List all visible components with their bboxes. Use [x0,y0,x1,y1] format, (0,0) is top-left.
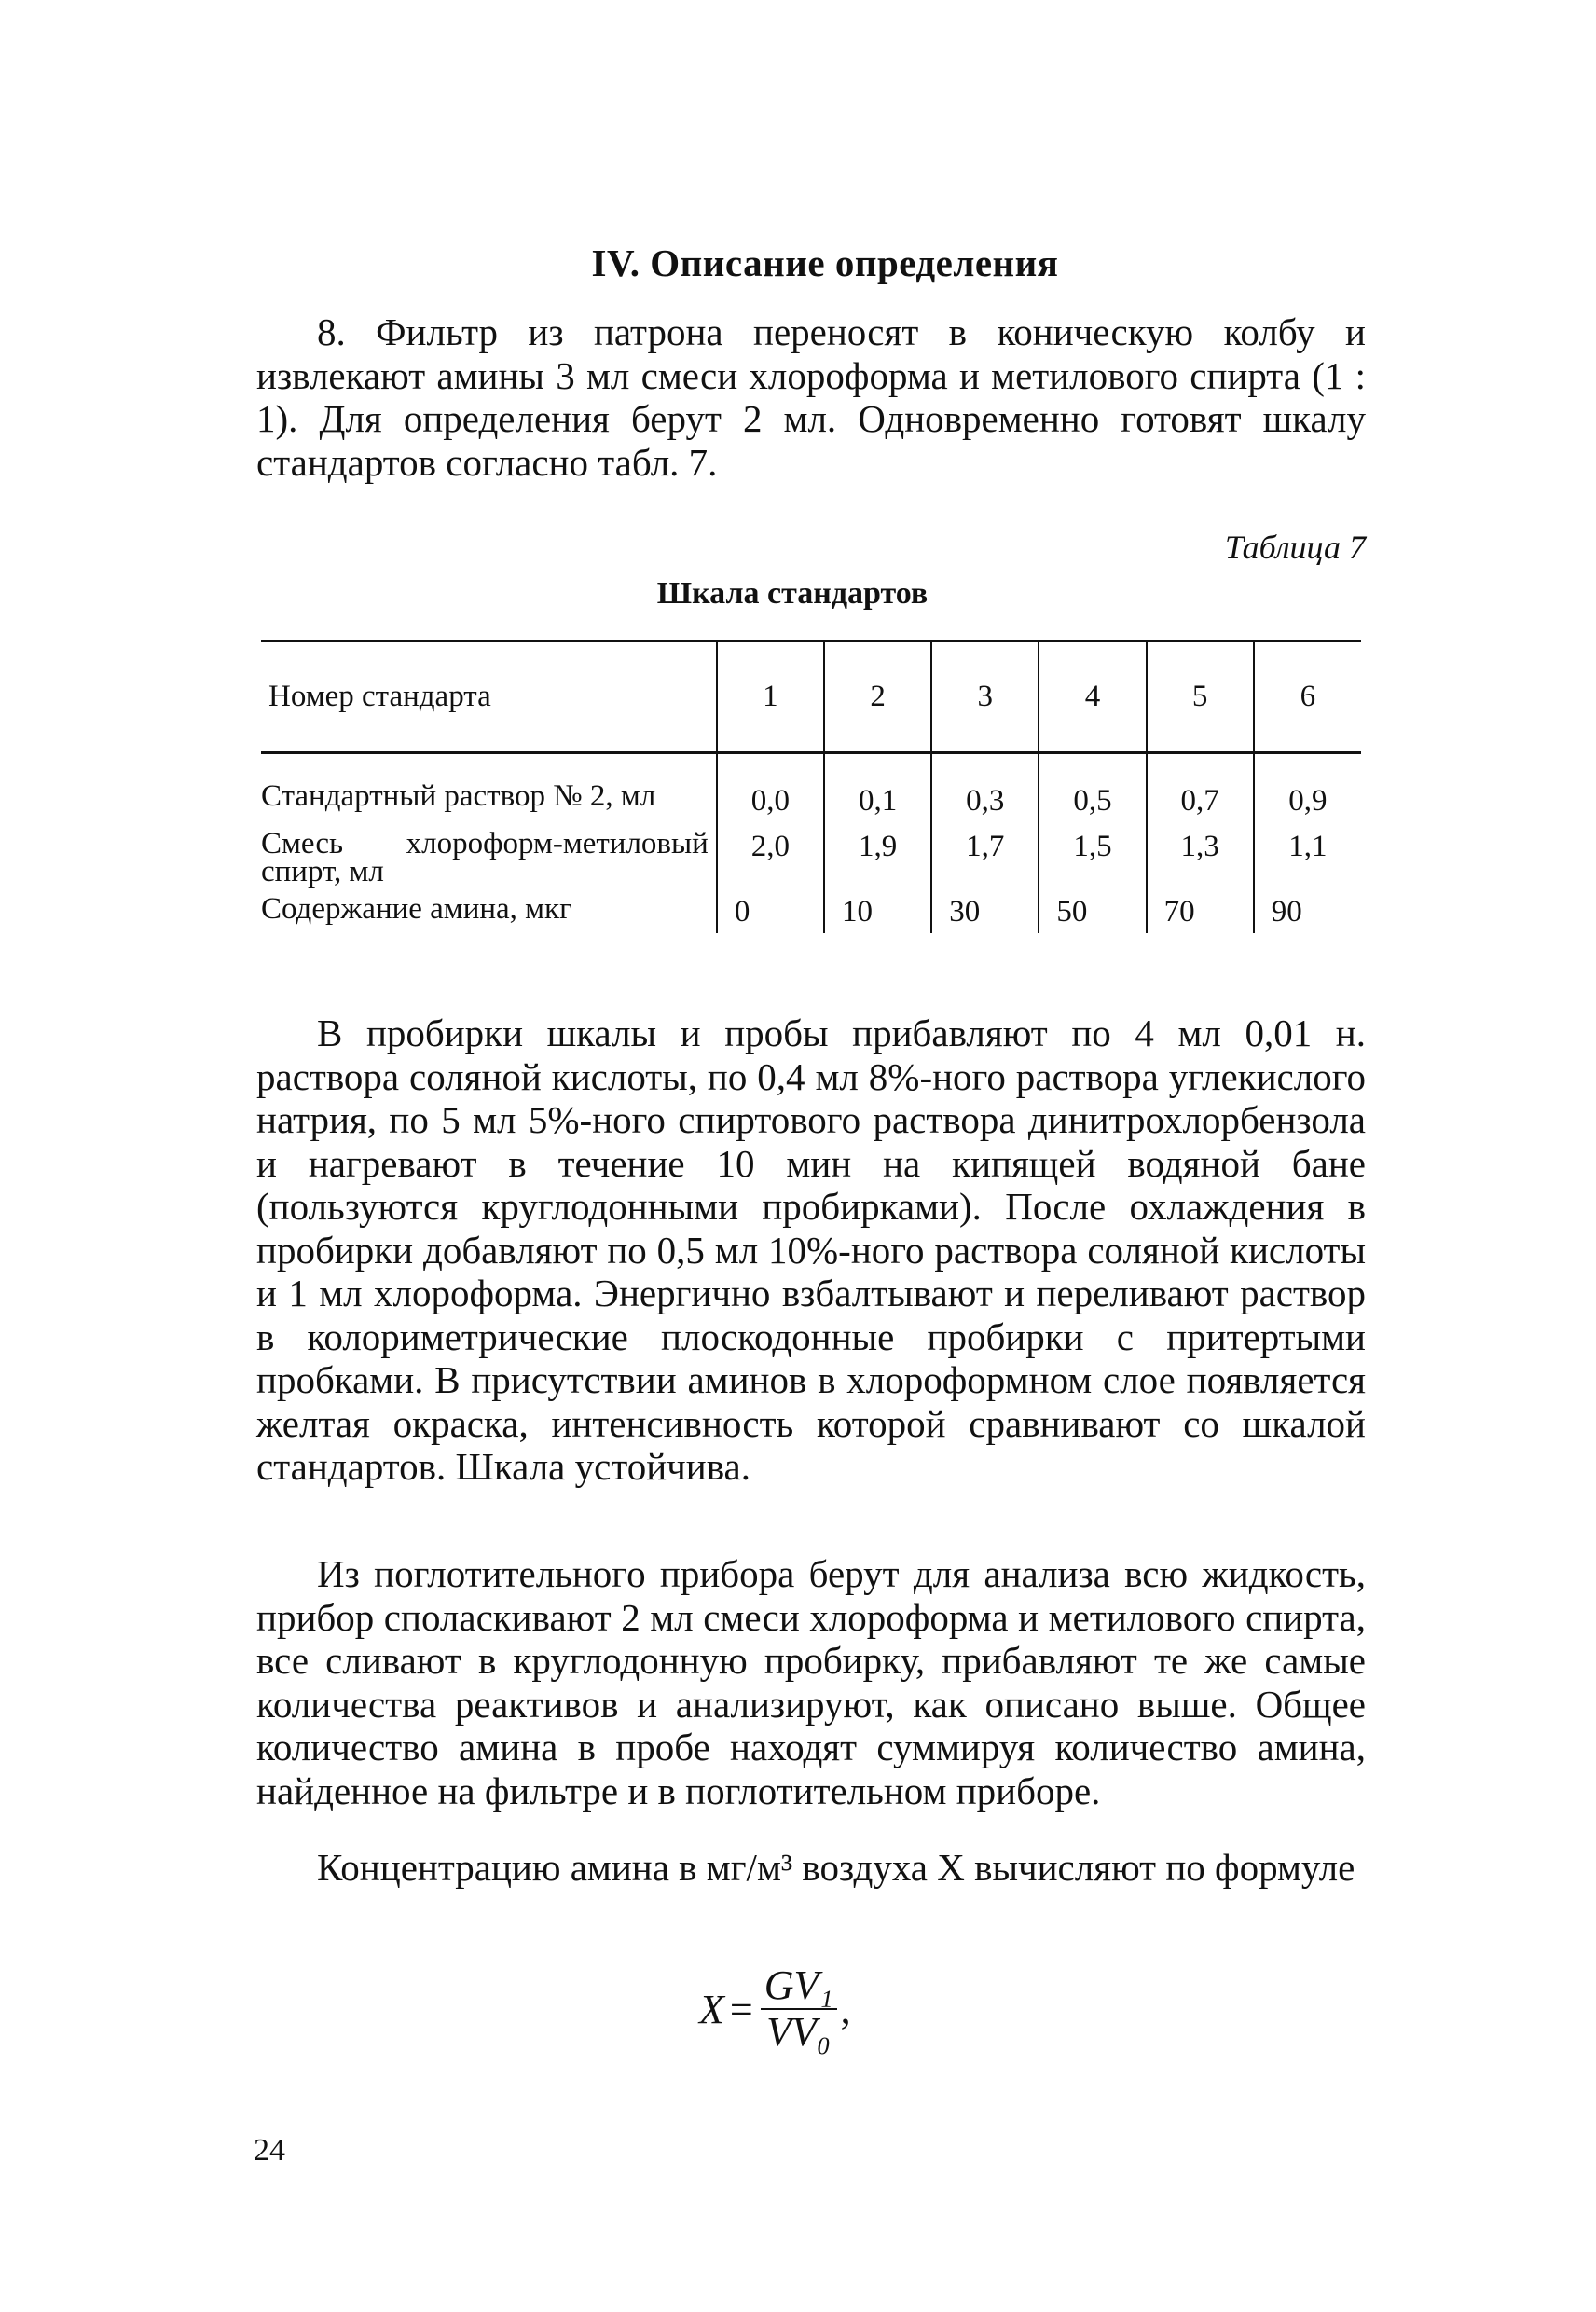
table-cell: 1,1 [1254,819,1361,886]
table-row [261,819,1361,886]
table-title: Шкала стандартов [656,576,929,611]
table-cell: 1,3 [1147,819,1254,886]
table-cell: 0,7 [1147,753,1254,819]
table-cell: 0,9 [1254,753,1361,819]
table-cell: 1,7 [931,819,1039,886]
header-cell-3: 3 [931,641,1039,753]
paragraph-absorber-analysis: Из поглотительного прибора берут для анализа всю жидкость, прибор споласкивают 2 мл смеси хлороформа и метилового спирта, все сливают в круглодонную пробирку, прибавляют те же самые количества реактивов и анализируют, как описано выше. Общее количество амина в пробе находят суммируя количество амина, найденное на фильтре и в поглотительном приборе. [256,1552,1366,1812]
section-heading: IV. Описание определения [591,241,1059,284]
header-cell-5: 5 [1147,641,1254,753]
table-cell: 10 [824,886,931,933]
header-cell-4: 4 [1039,641,1146,753]
formula-equals: = [729,1986,753,2032]
table-cell: 2,0 [717,819,824,886]
paragraph-concentration: Концентрацию амина в мг/м³ воздуха X вычисляют по формуле [317,1846,1355,1889]
header-cell-1: 1 [717,641,824,753]
table-cell: 0,5 [1039,753,1146,819]
table-cell: 0 [717,886,824,933]
formula-fraction [761,1962,837,2055]
table-label: Таблица 7 [1224,529,1366,566]
formula-numerator: GV₁ [761,1965,837,2010]
table-cell: 0,1 [824,753,931,819]
header-cell-6: 6 [1254,641,1361,753]
row-label: Содержание амина, мкг [261,892,572,926]
concentration-formula [699,1962,851,2055]
table-cell: 90 [1254,886,1361,933]
table-row [261,753,1361,819]
table-header-row [261,641,1361,753]
formula-comma: , [840,1986,851,2032]
formula-denominator: VV₀ [766,2009,832,2055]
table-cell: 0,0 [717,753,824,819]
paragraph-filter-extraction: 8. Фильтр из патрона переносят в коническую колбу и извлекают амины 3 мл смеси хлороформа и метилового спирта (1 : 1). Для определения берут 2 мл. Одновременно готовят шкалу стандартов согласно табл. 7. [256,310,1366,484]
page-number: 24 [254,2133,285,2168]
table-cell: 0,3 [931,753,1039,819]
standards-table [261,640,1361,933]
header-cell-2: 2 [824,641,931,753]
table-cell: 1,5 [1039,819,1146,886]
table-cell: 1,9 [824,819,931,886]
formula-lhs: X [699,1986,724,2032]
table-cell: 30 [931,886,1039,933]
table-cell: 50 [1039,886,1146,933]
header-cell-label: Номер стандарта [261,641,717,753]
table-row [261,886,1361,933]
row-label: Стандартный раствор № 2, мл [261,779,656,813]
row-label: Смесь хлороформ-метиловый спирт, мл [261,827,709,888]
table-cell: 70 [1147,886,1254,933]
paragraph-procedure: В пробирки шкалы и пробы прибавляют по 4 мл 0,01 н. раствора соляной кислоты, по 0,4 мл 8%-ного раствора углекислого натрия, по 5 мл 5%-ного спиртового раствора динитрохлорбензола и нагревают в течение 10 мин на кипящей водяной бане (пользуются круглодонными пробирками). После охлаждения в пробирки добавляют по 0,5 мл 10%-ного раствора соляной кислоты и 1 мл хлороформа. Энергично взбалтывают и переливают раствор в колориметрические плоскодонные пробирки с притертыми пробками. В присутствии аминов в хлороформном слое появляется желтая окраска, интенсивность которой сравнивают со шкалой стандартов. Шкала устойчива. [256,1012,1366,1488]
